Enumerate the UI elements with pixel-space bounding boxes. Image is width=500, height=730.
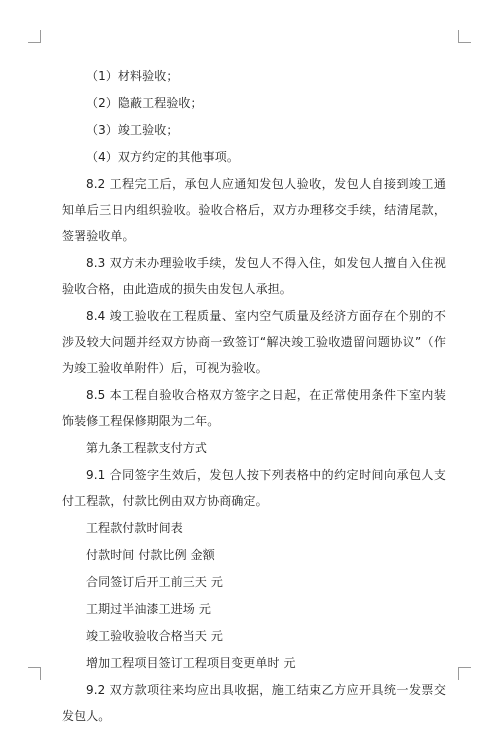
payment-schedule-title: 工程款付款时间表 <box>86 521 183 535</box>
document-body <box>62 63 446 730</box>
section-heading-article-9: 第九条工程款支付方式 <box>86 441 208 455</box>
paragraph-9-2: 9.2 双方款项往来均应出具收据，施工结束乙方应开具统一发票交发包人。 <box>62 683 446 723</box>
paragraph-8-2: 8.2 工程完工后，承包人应通知发包人验收，发包人自接到竣工通知单后三日内组织验收。验收合格后，双方办理移交手续，结清尾款，签署验收单。 <box>62 177 446 243</box>
paragraph-item-2: （2）隐蔽工程验收； <box>86 96 203 110</box>
paragraph-8-5: 8.5 本工程自验收合格双方签字之日起，在正常使用条件下室内装饰装修工程保修期限为二年。 <box>62 388 446 428</box>
payment-schedule-header: 付款时间 付款比例 金额 <box>86 548 215 562</box>
paragraph-item-1: （1）材料验收； <box>86 69 179 83</box>
crop-mark-bottom-left <box>28 667 41 680</box>
payment-schedule-row: 增加工程项目签订工程项目变更单时 元 <box>86 656 296 670</box>
payment-schedule-row: 竣工验收验收合格当天 元 <box>86 629 224 643</box>
paragraph-8-4: 8.4 竣工验收在工程质量、室内空气质量及经济方面存在个别的不涉及较大问题并经双方协商一致签订“解决竣工验收遗留问题协议”（作为竣工验收单附件）后，可视为验收。 <box>62 309 446 375</box>
paragraph-9-1: 9.1 合同签字生效后，发包人按下列表格中的约定时间向承包人支付工程款，付款比例由双方协商确定。 <box>62 468 446 508</box>
crop-mark-bottom-right <box>458 667 471 680</box>
paragraph-8-3: 8.3 双方未办理验收手续，发包人不得入住，如发包人擅自入住视验收合格，由此造成的损失由发包人承担。 <box>62 256 446 296</box>
crop-mark-top-left <box>28 30 41 43</box>
payment-schedule-row: 合同签订后开工前三天 元 <box>86 575 224 589</box>
paragraph-item-3: （3）竣工验收； <box>86 123 179 137</box>
paragraph-item-4: （4）双方约定的其他事项。 <box>86 150 239 164</box>
payment-schedule-row: 工期过半油漆工进场 元 <box>86 602 211 616</box>
crop-mark-top-right <box>458 30 471 43</box>
